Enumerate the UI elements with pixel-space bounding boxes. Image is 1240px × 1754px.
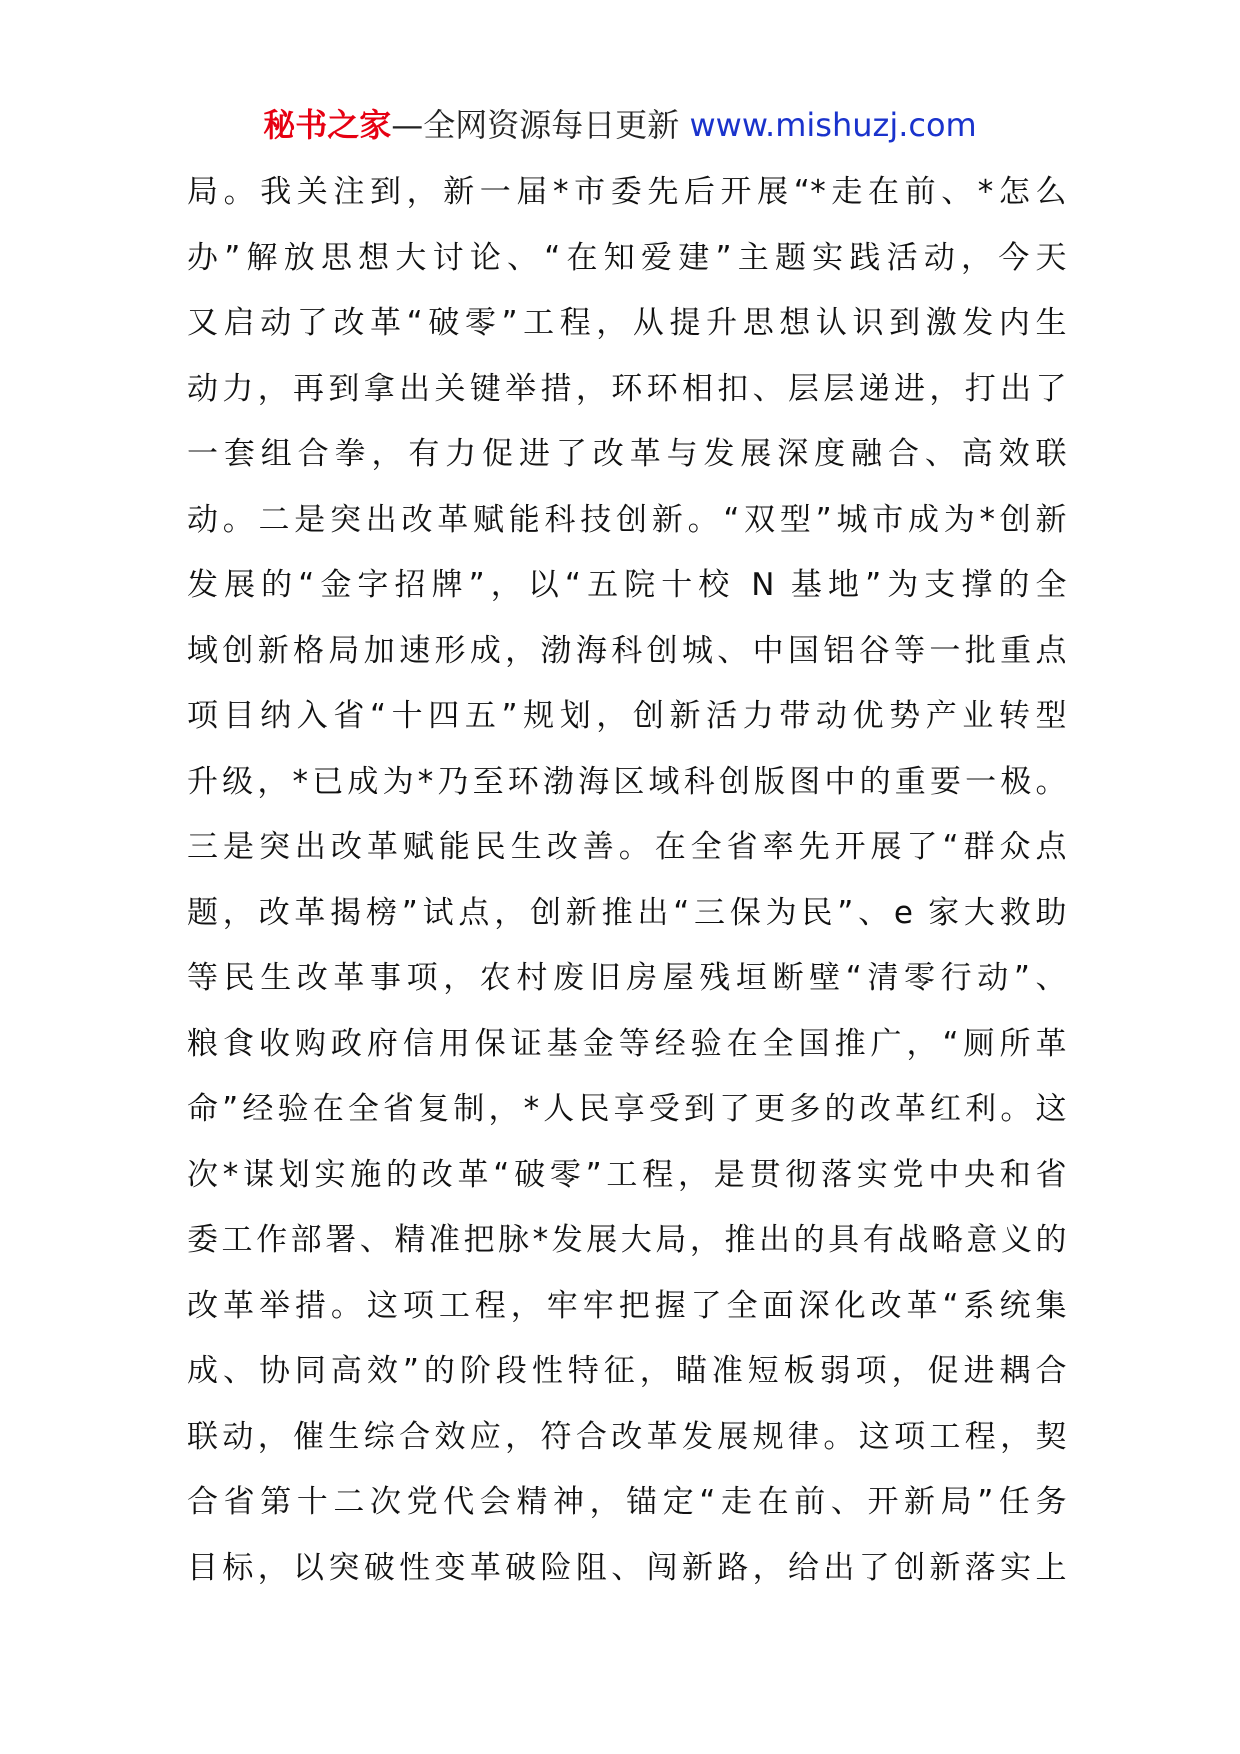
text-line: 又启动了改革“破零”工程，从提升思想认识到激发内生 (187, 305, 1067, 341)
page-header (0, 102, 1240, 148)
body-text (187, 160, 1067, 1601)
text-line: 次*谋划实施的改革“破零”工程，是贯彻落实党中央和省 (187, 1156, 1067, 1193)
text-line: 项目纳入省“十四五”规划，创新活力带动优势产业转型 (187, 698, 1067, 734)
text-line: 升级，*已成为*乃至环渤海区域科创版图中的重要一极。 (187, 763, 1067, 800)
text-line: 题，改革揭榜”试点，创新推出“三保为民”、e 家大救助 (187, 894, 1067, 931)
text-line: 目标，以突破性变革破险阻、闯新路，给出了创新落实上 (187, 1549, 1067, 1586)
text-line: 三是突出改革赋能民生改善。在全省率先开展了“群众点 (187, 829, 1067, 865)
text-line: 粮食收购政府信用保证基金等经验在全国推广，“厕所革 (187, 1025, 1067, 1062)
text-line: 办”解放思想大讨论、“在知爱建”主题实践活动，今天 (187, 239, 1067, 276)
text-line: 改革举措。这项工程，牢牢把握了全面深化改革“系统集 (187, 1287, 1067, 1324)
text-line: 动力，再到拿出关键举措，环环相扣、层层递进，打出了 (187, 370, 1067, 407)
brand-name: 秘书之家 (263, 106, 392, 144)
text-line: 等民生改革事项，农村废旧房屋残垣断壁“清零行动”、 (187, 960, 1067, 996)
text-line: 域创新格局加速形成，渤海科创城、中国铝谷等一批重点 (187, 632, 1067, 669)
text-line: 成、协同高效”的阶段性特征，瞄准短板弱项，促进耦合 (187, 1353, 1067, 1389)
text-line: 命”经验在全省复制，*人民享受到了更多的改革红利。这 (187, 1091, 1067, 1127)
text-line: 合省第十二次党代会精神，锚定“走在前、开新局”任务 (187, 1484, 1067, 1520)
text-line: 联动，催生综合效应，符合改革发展规律。这项工程，契 (187, 1418, 1067, 1455)
text-line: 一套组合拳，有力促进了改革与发展深度融合、高效联 (187, 436, 1067, 472)
text-line: 委工作部署、精准把脉*发展大局，推出的具有战略意义的 (187, 1222, 1067, 1258)
header-tagline: —全网资源每日更新 (391, 106, 680, 144)
text-line: 动。二是突出改革赋能科技创新。“双型”城市成为*创新 (187, 501, 1067, 538)
text-line: 发展的“金字招牌”，以“五院十校 N 基地”为支撑的全 (187, 567, 1067, 603)
website-link[interactable]: www.mishuzj.com (689, 106, 977, 144)
text-line: 局。我关注到，新一届*市委先后开展“*走在前、*怎么 (187, 174, 1067, 210)
